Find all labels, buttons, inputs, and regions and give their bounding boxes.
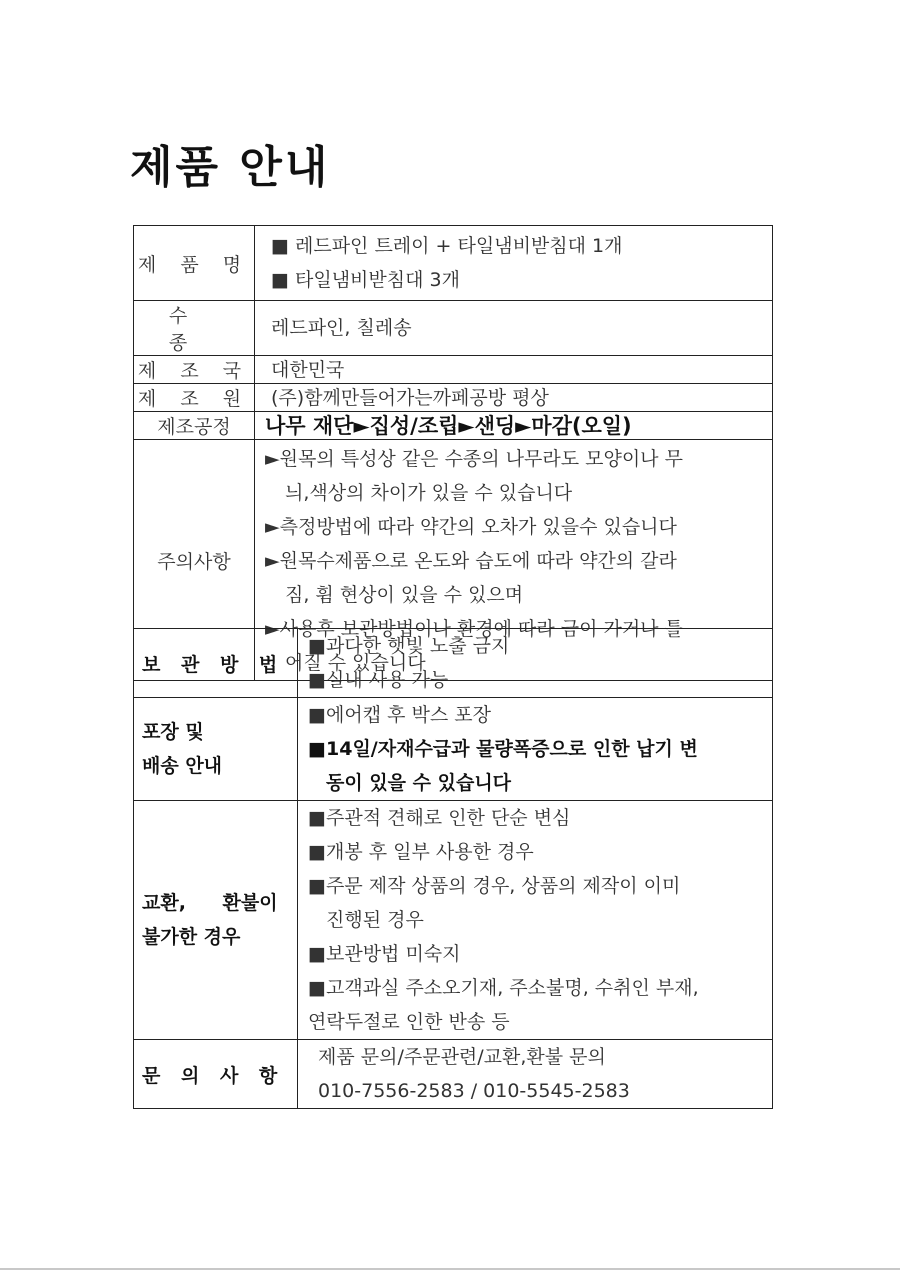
refund-row <box>134 801 773 1040</box>
inquiry-phone: 010-7556-2583 / 010-5545-2583 <box>318 1080 630 1102</box>
refund-line-7: 연락두절로 인한 반송 등 <box>308 1011 510 1033</box>
bullet-icon: ■ <box>308 943 326 965</box>
shipping-item-2b: 동이 있을 수 있습니다 <box>326 772 512 794</box>
inquiry-row <box>134 1040 773 1109</box>
process-label: 제조공정 <box>134 412 255 440</box>
product-name-item-2: ■ 타일냄비받침대 3개 <box>271 269 460 291</box>
shipping-item-1: 에어캡 후 박스 포장 <box>326 704 491 726</box>
service-info-table <box>133 628 773 1109</box>
shipping-label-2: 배송 안내 <box>142 755 223 777</box>
product-name-row <box>134 226 773 301</box>
refund-line-1: 주관적 견해로 인한 단순 변심 <box>326 807 571 829</box>
bullet-icon: ■ <box>308 977 326 999</box>
product-name-item-1: ■ 레드파인 트레이 + 타일냄비받침대 1개 <box>271 235 623 257</box>
refund-label-2: 불가한 경우 <box>142 926 241 948</box>
refund-line-2: 개봉 후 일부 사용한 경우 <box>326 841 534 863</box>
bullet-icon: ■ <box>308 669 326 691</box>
page-title: 제품 안내 <box>130 142 331 193</box>
caution-line-6: ►사용후 보관방법이나 환경에 따라 금이 가거나 틀 <box>265 618 683 640</box>
maker-row <box>134 384 773 412</box>
storage-item-2: 실내 사용 가능 <box>326 669 449 691</box>
footer-rule <box>0 1268 900 1270</box>
refund-line-6: 고객과실 주소오기재, 주소불명, 수취인 부재, <box>326 977 699 999</box>
country-label: 제 조 국 <box>134 356 255 384</box>
product-info-table <box>133 225 773 681</box>
inquiry-label: 문 의 사 항 <box>134 1040 298 1109</box>
shipping-label-1: 포장 및 <box>142 721 204 743</box>
inquiry-line-1: 제품 문의/주문관련/교환,환불 문의 <box>318 1046 606 1068</box>
bullet-icon: ■ <box>308 875 326 897</box>
caution-line-4: ►원목수제품으로 온도와 습도에 따라 약간의 갈라 <box>265 550 677 572</box>
caution-line-5: 짐, 휨 현상이 있을 수 있으며 <box>285 584 524 606</box>
caution-line-1: ►원목의 특성상 같은 수종의 나무라도 모양이나 무 <box>265 448 683 470</box>
shipping-item-2a: 14일/자재수급과 물량폭증으로 인한 납기 변 <box>326 738 698 760</box>
storage-row <box>134 629 773 698</box>
process-value: 나무 재단►집성/조립►샌딩►마감(오일) <box>265 413 632 438</box>
maker-label: 제 조 원 <box>134 384 255 412</box>
process-row <box>134 412 773 440</box>
species-label: 수 종 <box>134 301 255 356</box>
country-row <box>134 356 773 384</box>
refund-label-1: 교환, 환불이 <box>142 892 278 914</box>
refund-line-3: 주문 제작 상품의 경우, 상품의 제작이 이미 <box>326 875 681 897</box>
species-row <box>134 301 773 356</box>
storage-label: 보 관 방 법 <box>134 629 298 698</box>
product-name-label: 제 품 명 <box>134 226 255 301</box>
bullet-icon: ■ <box>308 841 326 863</box>
shipping-row <box>134 698 773 801</box>
country-value: 대한민국 <box>271 358 345 381</box>
bullet-icon: ■ <box>308 807 326 829</box>
maker-value: (주)함께만들어가는까페공방 평상 <box>271 386 549 409</box>
refund-line-5: 보관방법 미숙지 <box>326 943 461 965</box>
bullet-icon: ■ <box>308 738 326 760</box>
caution-line-2: 늬,색상의 차이가 있을 수 있습니다 <box>285 482 573 504</box>
caution-label: 주의사항 <box>134 440 255 681</box>
bullet-icon: ■ <box>308 635 326 657</box>
caution-line-7: 어질 수 있습니다 <box>285 652 426 674</box>
refund-line-4: 진행된 경우 <box>326 909 424 931</box>
species-value: 레드파인, 칠레송 <box>271 317 412 339</box>
bullet-icon: ■ <box>308 704 326 726</box>
caution-line-3: ►측정방법에 따라 약간의 오차가 있을수 있습니다 <box>265 516 677 538</box>
storage-item-1: 과다한 햇빛 노출 금지 <box>326 635 510 657</box>
